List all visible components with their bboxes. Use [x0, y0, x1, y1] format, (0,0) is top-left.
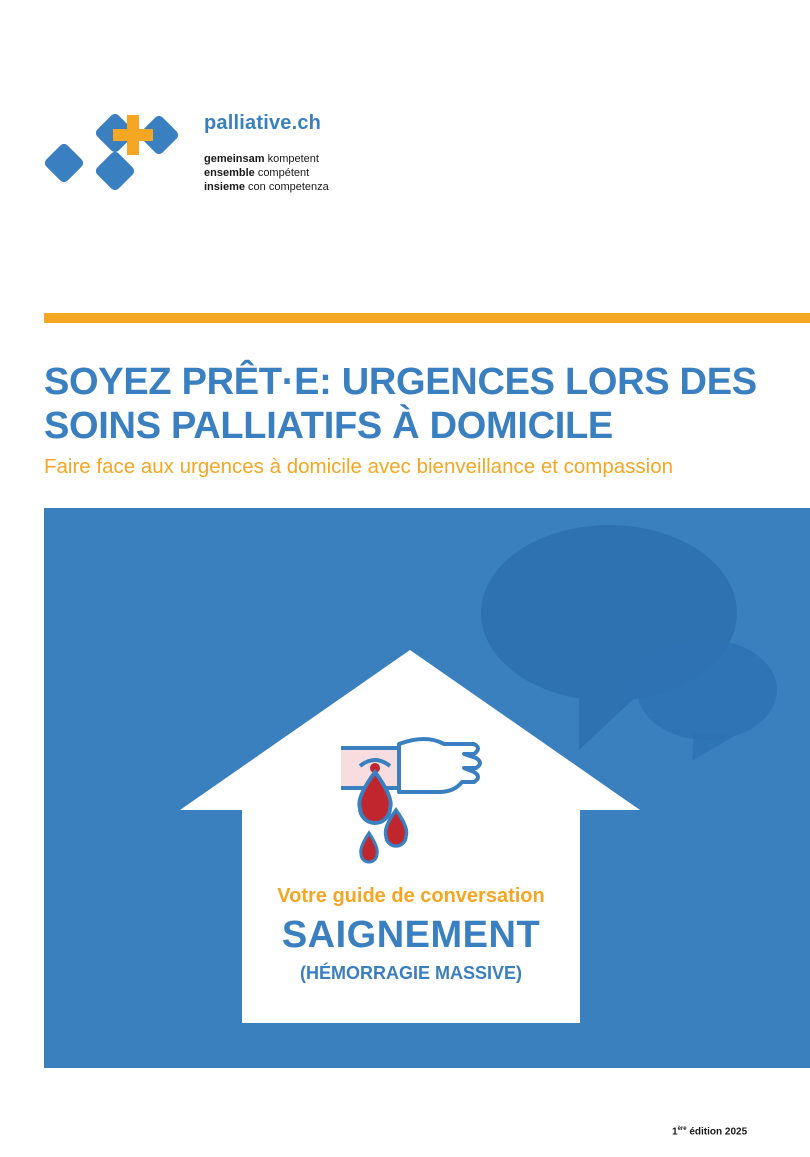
speech-bubbles-icon: [481, 525, 777, 761]
orange-divider: [44, 313, 810, 323]
topic-title: SAIGNEMENT: [281, 914, 541, 956]
illustration-panel: [44, 508, 810, 1068]
cover-subtitle: Faire face aux urgences à domicile avec bienveillance et compassion: [44, 455, 674, 478]
brand-name: palliative.ch: [204, 112, 322, 134]
brand-taglines: [204, 152, 329, 194]
tagline-de: gemeinsam kompetent: [204, 153, 319, 165]
house-text: [198, 885, 624, 984]
cover-title: SOYEZ PRÊT·E: URGENCES LORS DES SOINS PALLIATIFS À DOMICILE: [44, 361, 757, 447]
tagline-it: insieme con competenza: [204, 181, 329, 193]
guide-label: Votre guide de conversation: [277, 885, 545, 907]
edition-note: 1ère édition 2025: [672, 1126, 748, 1138]
palliative-logo: [44, 110, 184, 192]
topic-subtitle: (HÉMORRAGIE MASSIVE): [299, 963, 522, 983]
cover-illustration: [44, 508, 810, 1068]
tagline-fr: ensemble compétent: [204, 167, 310, 179]
bleeding-hand-icon: [341, 739, 480, 792]
